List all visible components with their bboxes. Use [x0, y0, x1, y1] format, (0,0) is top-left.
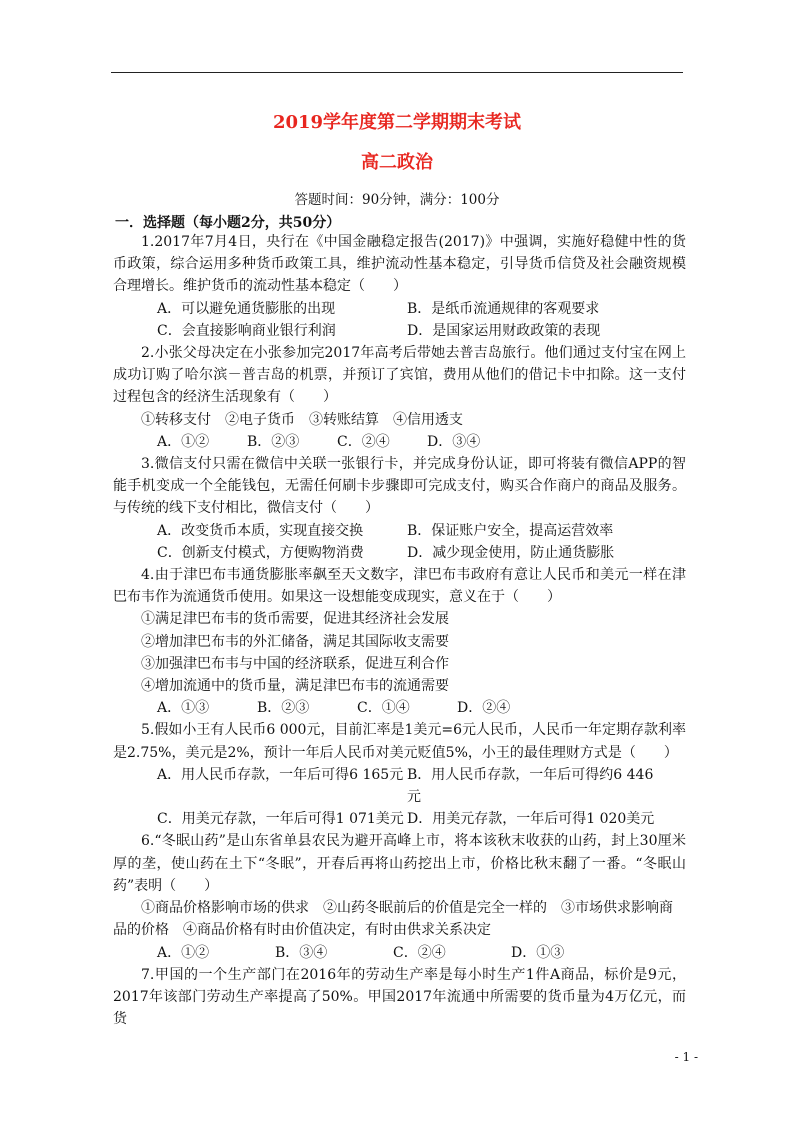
question-6-option-c: C．②④ [393, 944, 446, 961]
question-3-stem: 3.微信支付只需在微信中关联一张银行卡，并完成身份认证，即可将装有微信APP的智能手机变成一个全能钱包，无需任何刷卡步骤即可完成支付，购买合作商户的商品及服务。与传统的线下支付相比，微信支付（ ） [113, 456, 686, 517]
exam-title: 2019学年度第二学期期末考试 [272, 112, 522, 133]
question-4-item-3: ③加强津巴布韦与中国的经济联系，促进互利合作 [141, 655, 449, 672]
question-3-option-a: A．改变货币本质，实现直接交换 [157, 522, 364, 539]
question-1-option-d: D．是国家运用财政政策的表现 [407, 322, 601, 339]
question-4-options [113, 697, 686, 719]
question-1-options-row2 [113, 320, 686, 342]
question-2-option-b: B．②③ [247, 433, 300, 450]
question-3-options-row1 [113, 520, 686, 542]
section-heading: 一．选择题（每小题2分，共50分） [115, 215, 341, 231]
question-2-option-c: C．②④ [337, 433, 390, 450]
header-rule [111, 72, 683, 73]
question-7-stem: 7.甲国的一个生产部门在2016年的劳动生产率是每小时生产1件A商品，标价是9元，2017年该部门劳动生产率提高了50%。甲国2017年流通中所需要的货币量为4万亿元，而货 [113, 966, 686, 1028]
question-5-option-a: A．用人民币存款，一年后可得6 165元 [157, 766, 404, 783]
question-1-option-b: B．是纸币流通规律的客观要求 [407, 300, 600, 317]
question-4-item-1: ①满足津巴布韦的货币需要，促进其经济社会发展 [141, 611, 449, 628]
question-1-option-c: C．会直接影响商业银行利润 [157, 322, 336, 339]
question-2-option-a: A．①② [157, 433, 210, 450]
question-5-option-d: D．用美元存款，一年后可得1 020美元 [407, 811, 655, 828]
question-5-option-b: B．用人民币存款，一年后可得约6 446元 [407, 766, 654, 806]
question-6-option-d: D．①③ [511, 944, 565, 961]
question-3-options-row2 [113, 542, 686, 564]
question-4-option-d: D．②④ [457, 700, 511, 717]
question-5-option-c: C．用美元存款，一年后可得1 071美元 [157, 811, 404, 828]
question-list [113, 231, 686, 1030]
question-5-options-row1 [113, 764, 686, 808]
question-2-options [113, 431, 686, 453]
question-2-items: ①转移支付 ②电子货币 ③转账结算 ④信用透支 [141, 411, 463, 428]
question-4-stem: 4.由于津巴布韦通货膨胀率飙至天文数字，津巴布韦政府有意让人民币和美元一样在津巴布韦作为流通货币使用。如果这一设想能变成现实，意义在于（ ） [113, 567, 686, 606]
question-6-items: ①商品价格影响市场的供求 ②山药冬眠前后的价值是完全一样的 ③市场供求影响商品的价格 ④商品价格有时由价值决定，有时由供求关系决定 [113, 900, 673, 939]
question-4-option-b: B．②③ [257, 700, 310, 717]
question-1-option-a: A．可以避免通货膨胀的出现 [157, 300, 336, 317]
question-6-option-b: B．③④ [275, 944, 328, 961]
page-number: - 1 - [674, 1050, 698, 1064]
question-2-option-d: D．③④ [427, 433, 481, 450]
question-6-stem: 6.“冬眠山药”是山东省单县农民为避开高峰上市，将本该秋末收获的山药，封上30厘米厚的垄，使山药在土下“冬眠”，开春后再将山药挖出上市，价格比秋末翻了一番。“冬眠山药”表明（ ） [113, 833, 686, 894]
question-1-stem: 1.2017年7月4日，央行在《中国金融稳定报告(2017)》中强调，实施好稳健中性的货币政策，综合运用多种货币政策工具，维护流动性基本稳定，引导货币信贷及社会融资规模合理增长。维护货币的流动性基本稳定（ ） [113, 234, 686, 295]
question-4-option-c: C．①④ [357, 700, 410, 717]
question-4-item-4: ④增加流通中的货币量，满足津巴布韦的流通需要 [141, 678, 449, 695]
question-3-option-b: B．保证账户安全，提高运营效率 [407, 522, 614, 539]
question-5-options-row2 [113, 808, 686, 830]
question-2-stem: 2.小张父母决定在小张参加完2017年高考后带她去普吉岛旅行。他们通过支付宝在网上成功订购了哈尔滨－普吉岛的机票，并预订了宾馆，费用从他们的借记卡中扣除。这一支付过程包含的经济生活现象有（ ） [113, 345, 686, 406]
question-3-option-d: D．减少现金使用，防止通货膨胀 [407, 544, 615, 561]
question-4-item-2: ②增加津巴布韦的外汇储备，满足其国际收支需要 [141, 633, 449, 650]
question-6-option-a: A．①② [157, 944, 210, 961]
question-5-stem: 5.假如小王有人民币6 000元，目前汇率是1美元=6元人民币，人民币一年定期存款利率是2.75%，美元是2%，预计一年后人民币对美元贬值5%，小王的最佳理财方式是（ ） [113, 722, 686, 761]
question-6-options [113, 942, 686, 964]
exam-subject: 高二政治 [361, 152, 433, 173]
question-1-options-row1 [113, 298, 686, 320]
question-4-option-a: A．①③ [157, 700, 210, 717]
exam-meta: 答题时间：90分钟，满分：100分 [294, 192, 500, 208]
question-3-option-c: C．创新支付模式，方便购物消费 [157, 544, 364, 561]
